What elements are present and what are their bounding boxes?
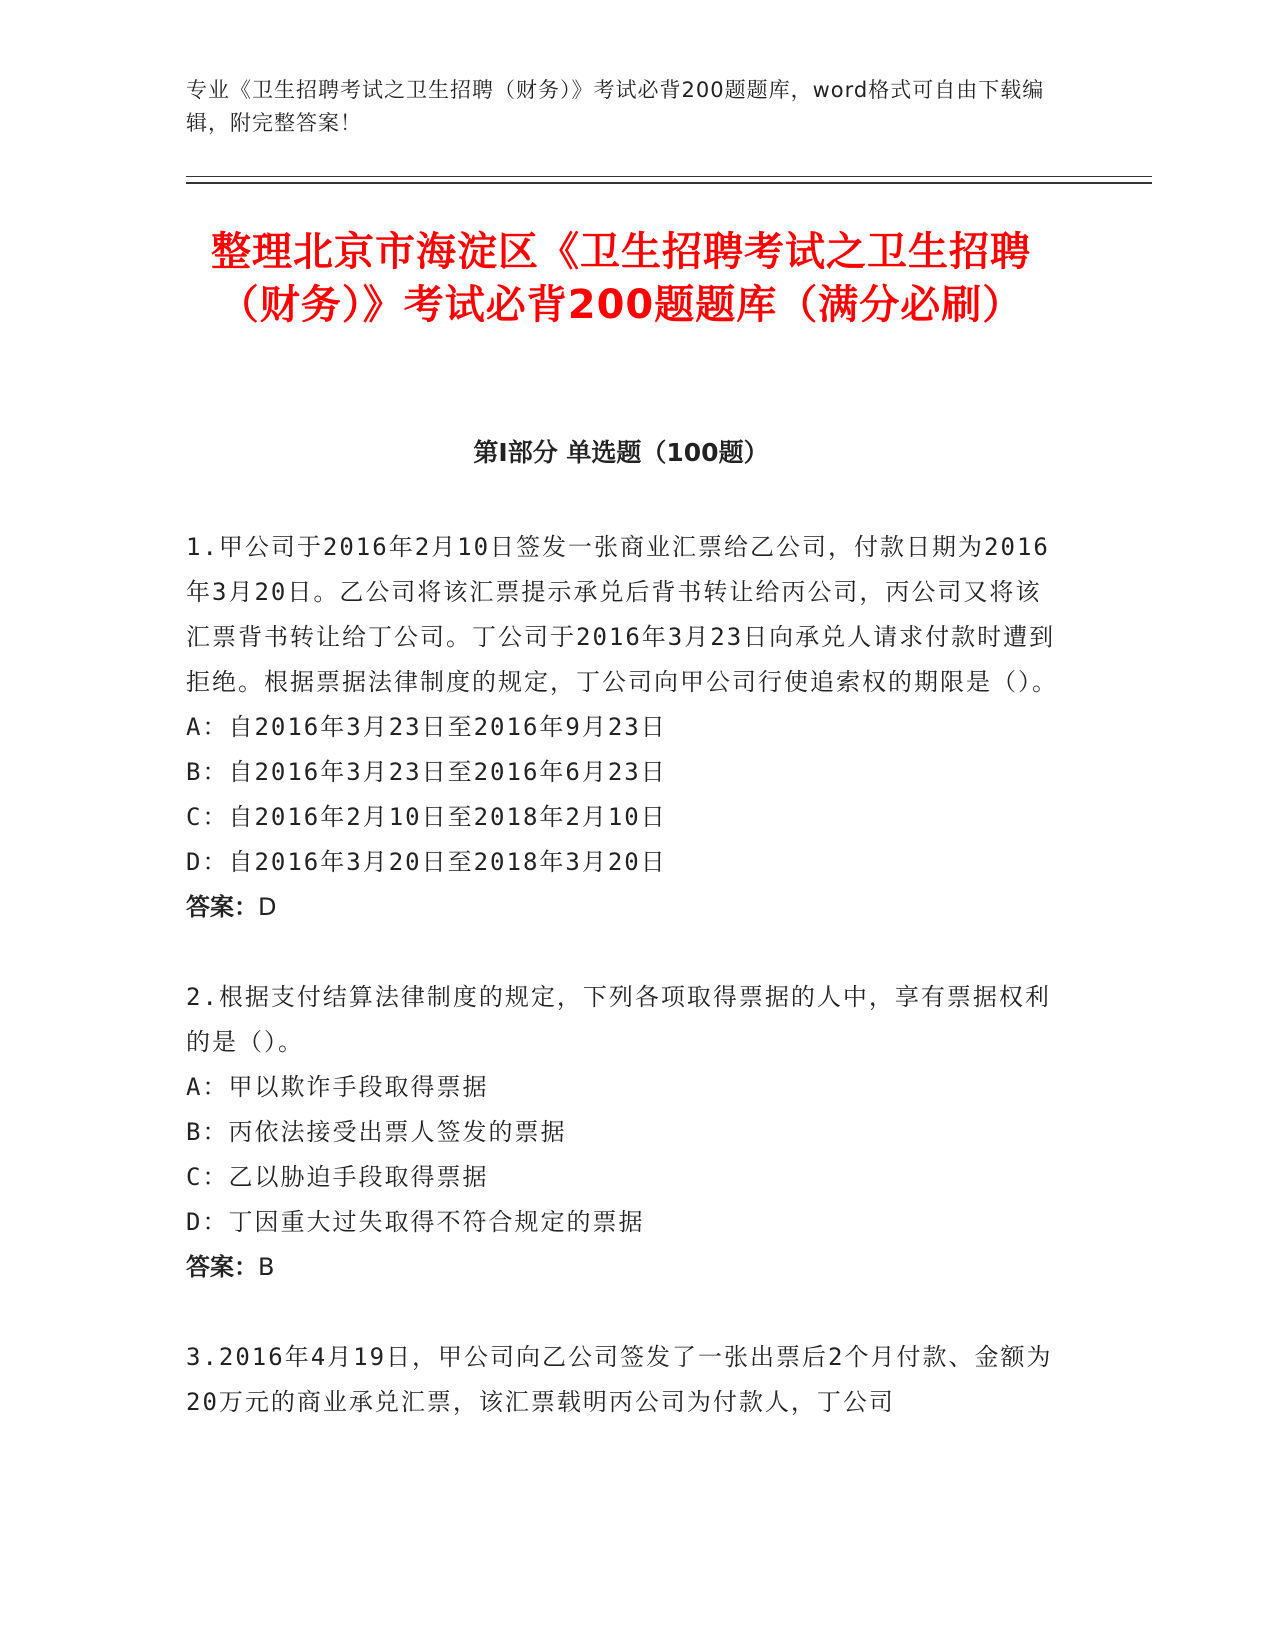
option-c: C：自2016年2月10日至2018年2月10日 <box>186 803 667 831</box>
option-a: A：自2016年3月23日至2016年9月23日 <box>186 713 667 741</box>
header-divider-thick <box>186 182 1152 184</box>
header-divider <box>186 176 1152 177</box>
section-title: 第I部分 单选题（100题） <box>473 438 769 467</box>
option-a: A：甲以欺诈手段取得票据 <box>186 1073 489 1101</box>
answer-label: 答案： <box>186 1253 258 1281</box>
option-b: B：自2016年3月23日至2016年6月23日 <box>186 758 667 786</box>
question-stem: 2.根据支付结算法律制度的规定，下列各项取得票据的人中，享有票据权利的是（）。 <box>186 983 1051 1056</box>
question-spacer <box>186 930 1066 975</box>
answer-label: 答案： <box>186 893 258 921</box>
header-note: 专业《卫生招聘考试之卫生招聘（财务）》考试必背200题题库，word格式可自由下载编辑，附完整答案！ <box>186 78 1045 135</box>
option-d: D：丁因重大过失取得不符合规定的票据 <box>186 1208 645 1236</box>
answer-value: B <box>258 1253 275 1281</box>
answer-line <box>186 1245 1066 1290</box>
question-stem: 1.甲公司于2016年2月10日签发一张商业汇票给乙公司，付款日期为2016年3月20日。乙公司将该汇票提示承兑后背书转让给丙公司，丙公司又将该汇票背书转让给丁公司。丁公司于2016年3月23日向承兑人请求付款时遭到拒绝。根据票据法律制度的规定，丁公司向甲公司行使追索权的期限是（）。 <box>186 533 1058 696</box>
question-spacer <box>186 1290 1066 1335</box>
option-c: C：乙以胁迫手段取得票据 <box>186 1163 489 1191</box>
question-list <box>186 525 1066 1425</box>
answer-line <box>186 885 1066 930</box>
question-3 <box>186 1335 1066 1425</box>
option-d: D：自2016年3月20日至2018年3月20日 <box>186 848 667 876</box>
document-title: 整理北京市海淀区《卫生招聘考试之卫生招聘（财务）》考试必背200题题库（满分必刷） <box>211 229 1031 328</box>
option-b: B：丙依法接受出票人签发的票据 <box>186 1118 567 1146</box>
question-1 <box>186 525 1066 930</box>
answer-value: D <box>258 893 277 921</box>
question-stem: 3.2016年4月19日，甲公司向乙公司签发了一张出票后2个月付款、金额为20万元的商业承兑汇票，该汇票载明丙公司为付款人，丁公司 <box>186 1343 1053 1416</box>
question-2 <box>186 975 1066 1290</box>
